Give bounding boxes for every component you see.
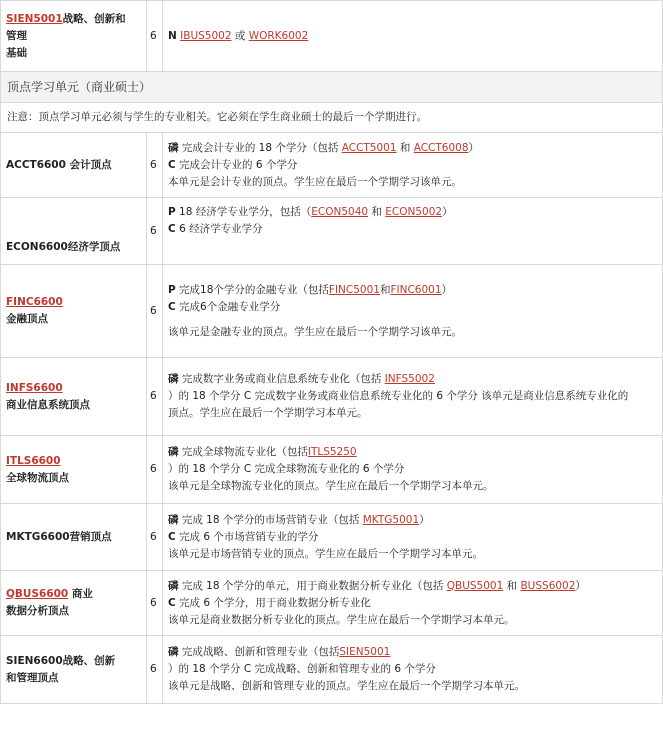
req-text: 完成会计专业的 6 个学分: [179, 158, 298, 171]
unit-name: 管理: [6, 29, 27, 42]
req-text: ）的 18 个学分 C 完成数字业务或商业信息系统专业化的 6 个学分 该单元是商业信息系统专业化的: [168, 390, 629, 402]
requirements-cell: [163, 198, 663, 265]
unit-cell: [1, 636, 147, 704]
note-row: [1, 103, 663, 133]
requirements-cell: [163, 265, 663, 358]
course-link[interactable]: FINC5001: [328, 283, 380, 296]
unit-cell: [1, 265, 147, 358]
req-text: ）: [468, 141, 480, 154]
req-text: 本单元是会计专业的顶点。学生应在最后一个学期学习该单元。: [168, 175, 462, 188]
req-text: 和: [506, 579, 518, 592]
section-title: 顶点学习单元（商业硕士）: [1, 72, 663, 103]
req-text: 完成 6 个学分，用于商业数据分析专业化: [179, 596, 371, 609]
table-row: [1, 504, 663, 571]
table-row: [1, 436, 663, 504]
unit-name: 战略、创新和: [62, 12, 126, 25]
unit-cell: [1, 358, 147, 436]
unit-code-link[interactable]: ITLS6600: [6, 454, 61, 467]
credit-points: 6: [147, 1, 163, 72]
prereq-label: P: [168, 206, 176, 218]
table-row: [1, 636, 663, 704]
credit-points: 6: [147, 571, 163, 636]
unit-name: ACCT6600 会计顶点: [1, 133, 147, 198]
coreq-label: C: [168, 300, 176, 313]
unit-code-link[interactable]: SIEN5001: [6, 12, 63, 25]
unit-name: 基础: [6, 46, 27, 59]
credit-points: 6: [147, 436, 163, 504]
credit-points: 6: [147, 198, 163, 265]
course-link[interactable]: ACCT5001: [341, 141, 397, 154]
req-text: 完成会计专业的 18 个学分（包括: [181, 141, 339, 154]
table-row: [1, 265, 663, 358]
req-text: 完成战略、创新和管理专业（包括: [181, 646, 340, 658]
req-text: 完成全球物流专业化（包括: [181, 446, 308, 458]
unit-code-link[interactable]: INFS6600: [6, 381, 63, 394]
unit-name: 和管理顶点: [6, 671, 59, 684]
req-text: 顶点。学生应在最后一个学期学习本单元。: [168, 407, 368, 419]
req-text: 完成数字业务或商业信息系统专业化（包括: [181, 373, 382, 385]
prereq-label: P: [168, 283, 176, 296]
requirements-cell: [163, 1, 663, 72]
requirements-cell: [163, 636, 663, 704]
unit-cell: [1, 436, 147, 504]
req-text: ）的 18 个学分 C 完成战略、创新和管理专业的 6 个学分: [168, 663, 436, 675]
unit-name: 数据分析顶点: [6, 605, 69, 617]
course-link[interactable]: IBUS5002: [180, 29, 232, 42]
prereq-label: 磷: [168, 513, 179, 526]
credit-points: 6: [147, 358, 163, 436]
requirements-cell: [163, 133, 663, 198]
prereq-label: 磷: [168, 579, 179, 592]
req-text: ）: [441, 283, 453, 296]
req-text: 6 经济学专业学分: [179, 223, 263, 235]
prereq-label: 磷: [168, 141, 179, 154]
section-header-row: [1, 72, 663, 103]
unit-name: SIEN6600战略、创新: [6, 654, 116, 667]
coreq-label: C: [168, 223, 176, 235]
course-link[interactable]: SIEN5001: [339, 646, 391, 658]
req-text: 和: [379, 283, 391, 296]
req-text: ）: [419, 513, 430, 526]
course-link[interactable]: FINC6001: [390, 283, 442, 296]
requirements-cell: [163, 571, 663, 636]
requirements-cell: [163, 436, 663, 504]
unit-cell: [1, 571, 147, 636]
req-text: 完成18个学分的金融专业（包括: [179, 283, 329, 296]
req-text: ）: [442, 206, 453, 218]
credit-points: 6: [147, 504, 163, 571]
req-text: 完成 18 个学分的市场营销专业（包括: [181, 513, 360, 526]
req-text: 完成 18 个学分的单元，用于商业数据分析专业化（包括: [181, 579, 444, 592]
req-text: 该单元是商业数据分析专业化的顶点。学生应在最后一个学期学习本单元。: [168, 613, 515, 626]
course-link[interactable]: ACCT6008: [413, 141, 469, 154]
course-link[interactable]: MKTG5001: [362, 513, 420, 526]
course-link[interactable]: ECON5002: [385, 206, 443, 218]
unit-name: 商业信息系统顶点: [6, 398, 90, 411]
req-text: 和: [399, 141, 411, 154]
req-text: 完成 6 个市场营销专业的学分: [179, 530, 319, 543]
prereq-label: 磷: [168, 646, 179, 658]
req-text: 18 经济学专业学分，包括（: [179, 206, 312, 218]
course-link[interactable]: BUSS6002: [520, 579, 576, 592]
unit-name: 金融顶点: [6, 313, 48, 325]
table-row: [1, 358, 663, 436]
req-prefix: N: [168, 29, 177, 42]
coreq-label: C: [168, 530, 176, 543]
coreq-label: C: [168, 158, 176, 171]
note-text: 注意：顶点学习单元必须与学生的专业相关。它必须在学生商业硕士的最后一个学期进行。: [1, 103, 663, 133]
credit-points: 6: [147, 133, 163, 198]
requirements-cell: [163, 504, 663, 571]
req-text: 或: [234, 29, 246, 42]
course-link[interactable]: WORK6002: [248, 29, 309, 42]
req-text: 和: [371, 206, 382, 218]
course-link[interactable]: ECON5040: [311, 206, 369, 218]
course-link[interactable]: QBUS5001: [446, 579, 504, 592]
unit-code-link[interactable]: QBUS6600: [6, 588, 69, 600]
unit-name: ECON6600经济学顶点: [1, 198, 147, 265]
course-link[interactable]: INFS5002: [384, 373, 435, 385]
prereq-label: 磷: [168, 446, 179, 458]
req-text: ）: [575, 579, 586, 592]
credit-points: 6: [147, 265, 163, 358]
req-text: 该单元是金融专业的顶点。学生应在最后一个学期学习该单元。: [168, 325, 462, 338]
table-row: [1, 1, 663, 72]
req-text: 完成6个金融专业学分: [179, 300, 281, 313]
credit-points: 6: [147, 636, 163, 704]
course-link[interactable]: ITLS5250: [307, 446, 357, 458]
unit-code-link[interactable]: FINC6600: [6, 296, 63, 308]
requirements-cell: [163, 358, 663, 436]
table-row: [1, 198, 663, 265]
req-text: 该单元是全球物流专业化的顶点。学生应在最后一个学期学习本单元。: [168, 480, 494, 492]
table-row: [1, 571, 663, 636]
unit-name: 商业: [71, 588, 93, 600]
coreq-label: C: [168, 596, 176, 609]
prereq-label: 磷: [168, 373, 179, 385]
table-row: [1, 133, 663, 198]
unit-name: 全球物流顶点: [6, 471, 69, 484]
req-text: ）的 18 个学分 C 完成全球物流专业化的 6 个学分: [168, 463, 405, 475]
unit-cell: [1, 1, 147, 72]
unit-name: MKTG6600营销顶点: [1, 504, 147, 571]
req-text: 该单元是战略、创新和管理专业的顶点。学生应在最后一个学期学习本单元。: [168, 680, 525, 692]
req-text: 该单元是市场营销专业的顶点。学生应在最后一个学期学习本单元。: [168, 547, 483, 560]
